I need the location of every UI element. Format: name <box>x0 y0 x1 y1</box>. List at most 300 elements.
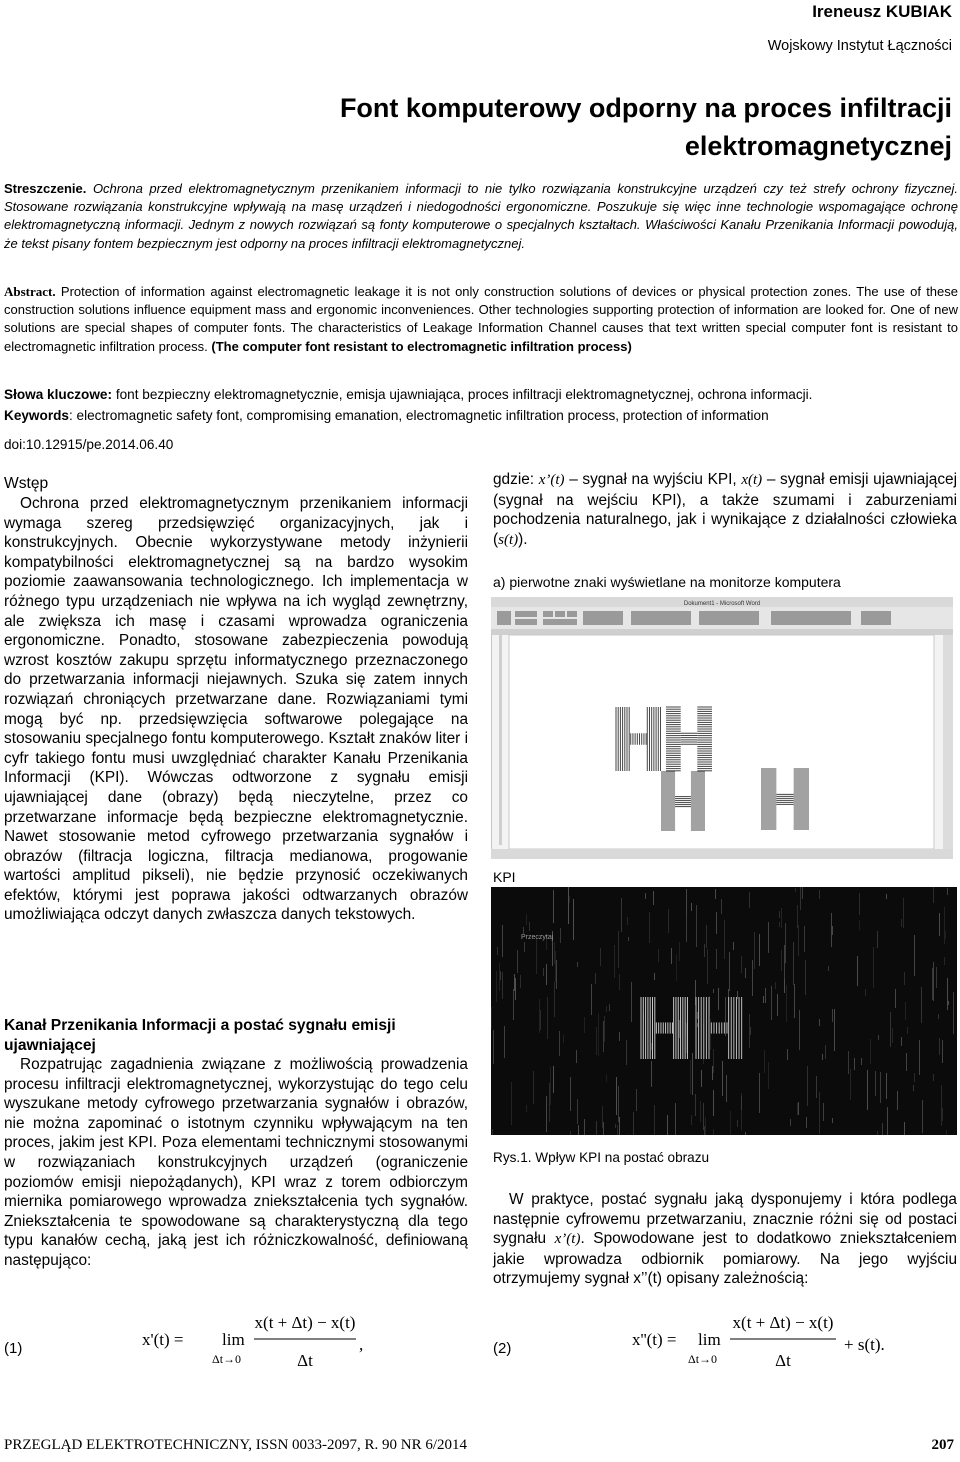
wstep-paragraph: Ochrona przed elektromagnetycznym przenikaniem informacji wymaga szereg przedsięwzięć organizacyjnych, jak i konstrukcyjnych. Obecnie wykorzystywane metody inżynierii kompatybilności elektromagnetycznej są na bardzo wysokim poziomie zaawansowania technologicznego. Ich implementacja w różnego typu urządzeniach nie wpływa na ich wygląd zewnętrzny, ale zwiększa ich masę i czasami wprowadza ograniczenia ergonomiczne. Ponadto, stosowane zabezpieczenia powodują wzrost kosztów zakupu sprzętu informatycznego przeznaczonego do przetwarzania informacji niejawnych. Szuka się zatem innych rozwiązań chroniących przetwarzane dane. Rozwiązaniami tymi mogą być np. przedsięwzięcia softwarowe polegające na stosowaniu specjalnego fontu komputerowego. Kształt znaków liter i cyfr takiego fontu musi uwzględniać charakter Kanału Przenikania Informacji (KPI). Wówczas odtworzone z sygnału emisji ujawniającej dane (obrazy) będą nieczytelne, przez co przetwarzane informacje będą bezpieczne elektromagnetycznie. Nawet stosowanie metod cyfrowego przetwarzania sygnałów i obrazów (filtracja logiczna, filtracja medianowa, progowanie wartości amplitud pikseli), nie będzie przynosić oczekiwanych efektów, którymi jest poprawa jakości odtwarzanych obrazów umożliwiająca odczyt danych zwłaszcza danych tekstowych. <box>4 495 468 924</box>
journal-footer: PRZEGLĄD ELEKTROTECHNICZNY, ISSN 0033-2097, R. 90 NR 6/2014 <box>4 1437 468 1453</box>
noise-streak <box>790 1119 791 1126</box>
noise-streak <box>903 898 904 928</box>
noise-streak <box>553 890 554 923</box>
noise-streak <box>823 1103 824 1121</box>
noise-streak <box>932 968 933 1000</box>
noise-streak <box>616 1077 617 1115</box>
eq1-lhs: x'(t) = <box>142 1330 184 1349</box>
noise-streak <box>686 915 687 942</box>
gdzie-var-3: s(t) <box>498 531 519 548</box>
noise-streak <box>745 968 746 978</box>
noise-streak <box>784 978 785 993</box>
noise-streak <box>686 889 687 916</box>
noise-streak <box>854 1058 855 1070</box>
noise-streak <box>619 1032 620 1041</box>
noise-streak <box>850 1069 851 1100</box>
eq2-lim-sub: Δt→0 <box>688 1352 718 1366</box>
noise-streak <box>697 1023 698 1027</box>
noise-streak <box>621 898 622 932</box>
noise-streak <box>695 1094 696 1116</box>
streszczenie-text: Ochrona przed elektromagnetycznym przenikaniem informacji to nie tylko rozwiązania konstrukcyjne urządzeń czy też strefy ochrony fizycznej. Stosowane rozwiązania konstrukcyjne wpływają na masę urządzeń i niedogodności ergonomiczne. Poszukuje się więc inne technologie wspomagające ochronę elektromagnetyczną informacji. Jednym z nowych rozwiązań są fonty komputerowe o specjalnych kształtach. Właściwości Kanału Przenikania Informacji powodują, że tekst pisany fontem bezpiecznym jest odporny na proces infiltracji elektromagnetycznej. <box>4 181 958 251</box>
abstract-label: Abstract. <box>4 284 56 299</box>
noise-streak <box>602 1106 603 1128</box>
noise-streak <box>819 890 820 899</box>
paper-title-line-1: Font komputerowy odporny na proces infiltracji <box>339 93 952 123</box>
noise-streak <box>540 1010 541 1030</box>
noise-streak <box>668 909 669 933</box>
noise-streak <box>848 1051 849 1074</box>
noise-streak <box>596 1027 597 1055</box>
noise-streak <box>658 949 659 962</box>
section-wstep <box>4 494 468 925</box>
noise-streak <box>745 1132 746 1135</box>
noise-streak <box>901 1037 902 1046</box>
gdzie-var-2: x(t) <box>741 472 763 488</box>
noise-streak <box>775 982 776 989</box>
section-wpraktyce <box>493 1190 957 1289</box>
noise-streak <box>822 1054 823 1060</box>
noise-streak <box>749 1014 750 1048</box>
noise-streak <box>529 922 530 931</box>
noise-streak <box>502 972 503 999</box>
noise-streak <box>543 968 544 976</box>
eq2-tail: + s(t). <box>844 1335 885 1354</box>
noise-streak <box>563 1035 564 1043</box>
noise-streak <box>600 948 601 966</box>
noise-streak <box>555 951 556 982</box>
noise-streak <box>806 1117 807 1128</box>
noise-streak <box>696 905 697 947</box>
noise-streak <box>948 1001 949 1005</box>
abstract-bold-title: (The computer font resistant to electromagnetic infiltration process) <box>211 338 632 354</box>
noise-streak <box>686 1023 687 1053</box>
noise-streak <box>492 1129 493 1135</box>
noise-streak <box>559 1031 560 1056</box>
noise-streak <box>787 1049 788 1060</box>
noise-streak <box>914 1073 915 1082</box>
noise-streak <box>729 952 730 991</box>
noise-streak <box>502 925 503 957</box>
noise-streak <box>768 1062 769 1089</box>
figure-word-screenshot <box>491 597 953 859</box>
abstract-paragraph <box>4 283 958 356</box>
keywords-en-text: : electromagnetic safety font, compromising emanation, electromagnetic infiltration process, protection of information <box>68 407 769 423</box>
noise-streak <box>741 1096 742 1110</box>
noise-streak <box>707 949 708 984</box>
equation-1 <box>140 1300 370 1380</box>
noise-streak <box>857 956 858 986</box>
noise-streak <box>628 937 629 941</box>
noise-streak <box>705 1117 706 1135</box>
noise-streak <box>890 1012 891 1047</box>
noise-streak <box>549 1083 550 1122</box>
noise-streak <box>892 1028 893 1043</box>
noise-streak <box>939 1038 940 1055</box>
noise-streak <box>941 1085 942 1126</box>
eq1-tail: , <box>359 1335 364 1354</box>
noise-streak <box>691 1115 692 1125</box>
noise-streak <box>690 1060 691 1094</box>
wpraktyce-t2: . Spowodowane jest to dodatkowo zniekształceniem jakie wprowadza odbiornik pomiarowy. Na jego wyjściu otrzymujemy sygnał x’’(t) opisany zależnością: <box>493 1230 957 1288</box>
noise-streak <box>799 1010 800 1050</box>
page-number: 207 <box>931 1437 954 1453</box>
screenshot-title: Dokument1 - Microsoft Word <box>683 601 761 607</box>
noise-streak <box>716 912 717 934</box>
noise-streak <box>724 920 725 959</box>
noise-streak <box>721 899 722 914</box>
noise-streak <box>904 972 905 985</box>
noise-streak <box>939 913 940 936</box>
noise-streak <box>654 973 655 980</box>
noise-streak <box>691 903 692 911</box>
noise-streak <box>619 1117 620 1135</box>
noise-streak <box>570 1131 571 1135</box>
noise-streak <box>897 1091 898 1110</box>
noise-streak <box>577 1099 578 1124</box>
noise-streak <box>706 925 707 948</box>
noise-streak <box>895 989 896 1008</box>
noise-streak <box>797 1103 798 1115</box>
noise-streak <box>615 1124 616 1128</box>
noise-streak <box>875 1071 876 1096</box>
screenshot-statusbar <box>491 849 953 859</box>
noise-streak <box>514 974 515 991</box>
author-affiliation: Wojskowy Instytut Łączności <box>767 38 952 54</box>
noise-streak <box>570 1077 571 1111</box>
noise-streak <box>832 926 833 935</box>
noise-streak <box>617 1125 618 1135</box>
noise-streak <box>804 926 805 952</box>
noise-streak <box>568 887 569 924</box>
noise-streak <box>713 1049 714 1073</box>
wpraktyce-t1: W praktyce, postać sygnału jaką dysponujemy i która podlega następnie cyfrowemu przetwarzaniu, znacznie różni się od postaci sygnału <box>493 1191 957 1248</box>
author-name: Ireneusz KUBIAK <box>812 2 952 21</box>
noise-streak <box>800 887 801 910</box>
noise-streak <box>733 942 734 950</box>
noise-streak <box>784 945 785 979</box>
noise-streak <box>539 999 540 1033</box>
noise-streak <box>704 944 705 957</box>
figure-kpi-reconstruction <box>491 887 957 1135</box>
noise-streak <box>504 1026 505 1058</box>
noise-streak <box>887 1107 888 1135</box>
noise-streak <box>550 1067 551 1105</box>
kanal-paragraph: Rozpatrując zagadnienia związane z możliwością prowadzenia procesu infiltracji elektromagnetycznej, wykorzystując do tego celu wyszukane metody cyfrowego przetwarzania sygnałów i obrazów, nie można zapominać o istotnym czynniku wpływającym na ten proces, jakim jest KPI. Poza elementami technicznymi stosowanymi w rozwiązaniach konstrukcyjnych urządzeń (ograniczenie poziomów emisji niepożądanych), KPI wraz z torem odbiorczym miernika pomiarowego wprowadza zniekształcenia tych sygnałów. Zniekształcenia te spowodowane są charakterystyczną dla tego typu kanałów cechą, jaką jest ich różniczkowalność, definiowaną następująco: <box>4 1056 468 1269</box>
keywords-en <box>4 406 958 427</box>
noise-streak <box>819 1019 820 1026</box>
noise-streak <box>798 1102 799 1115</box>
noise-streak <box>713 1090 714 1116</box>
noise-streak <box>807 1066 808 1106</box>
noise-streak <box>867 1070 868 1110</box>
noise-streak <box>786 985 787 1022</box>
noise-streak <box>944 957 945 965</box>
noise-streak <box>771 986 772 1020</box>
noise-streak <box>781 950 782 971</box>
noise-streak <box>944 907 945 944</box>
noise-streak <box>526 1105 527 1112</box>
noise-streak <box>816 1076 817 1098</box>
noise-streak <box>802 887 803 899</box>
noise-streak <box>794 984 795 1018</box>
equation-2 <box>630 1300 920 1380</box>
noise-streak <box>713 989 714 993</box>
noise-streak <box>834 1009 835 1051</box>
noise-streak <box>595 973 596 984</box>
eq1-numerator: x(t + Δt) − x(t) <box>254 1313 356 1332</box>
noise-streak <box>496 971 497 1002</box>
keywords-pl-text: font bezpieczny elektromagnetycznie, emisja ujawniająca, proces infiltracji elektromagnetycznej, ochrona informacji. <box>115 387 813 402</box>
noise-streak <box>919 1040 920 1075</box>
noise-streak <box>653 891 654 905</box>
noise-streak <box>768 922 769 953</box>
figure-label-kpi: KPI <box>493 869 516 885</box>
noise-streak <box>886 894 887 899</box>
noise-streak <box>922 1100 923 1133</box>
noise-streak <box>880 1072 881 1103</box>
eq1-denominator: Δt <box>297 1351 313 1370</box>
noise-streak <box>759 1073 760 1113</box>
noise-streak <box>604 1016 605 1042</box>
kpi-noisy-text: Przeczytaj <box>521 934 554 941</box>
noise-streak <box>933 1074 934 1081</box>
noise-streak <box>741 956 742 973</box>
noise-streak <box>493 1030 494 1064</box>
noise-streak <box>546 964 547 985</box>
noise-streak <box>703 1103 704 1130</box>
screenshot-left-ruler <box>499 635 502 845</box>
noise-streak <box>805 960 806 995</box>
noise-streak <box>700 1101 701 1122</box>
noise-streak <box>645 893 646 899</box>
noise-streak <box>679 942 680 961</box>
noise-streak <box>865 989 866 996</box>
noise-streak <box>737 991 738 999</box>
figure-caption-a: a) pierwotne znaki wyświetlane na monitorze komputera <box>493 574 841 590</box>
noise-streak <box>779 922 780 927</box>
noise-streak <box>675 1103 676 1135</box>
noise-streak <box>777 994 778 1016</box>
noise-streak <box>904 1122 905 1135</box>
noise-streak <box>701 1070 702 1087</box>
noise-streak <box>609 1004 610 1011</box>
noise-streak <box>750 1027 751 1035</box>
noise-streak <box>704 1126 705 1135</box>
noise-streak <box>781 908 782 928</box>
gdzie-t3: – sygnał emisji ujawniającej (sygnał na wejściu KPI), a także szumami i zaburzeniami pochodzenia naturalnego, jak i wynikające z działalności człowieka ( <box>493 471 957 548</box>
paper-title <box>92 89 952 165</box>
noise-streak <box>752 960 753 996</box>
noise-streak <box>546 1096 547 1132</box>
figure-caption: Rys.1. Wpływ KPI na postać obrazu <box>493 1150 710 1165</box>
noise-streak <box>763 996 764 1003</box>
noise-streak <box>759 934 760 966</box>
noise-streak <box>878 1035 879 1040</box>
noise-streak <box>497 947 498 955</box>
noise-streak <box>901 919 902 927</box>
noise-streak <box>679 1020 680 1038</box>
noise-streak <box>573 899 574 940</box>
noise-streak <box>798 925 799 956</box>
noise-streak <box>825 1045 826 1059</box>
noise-streak <box>553 1066 554 1093</box>
noise-streak <box>832 1118 833 1123</box>
noise-streak <box>649 912 650 943</box>
noise-streak <box>577 962 578 967</box>
streszczenie-paragraph <box>4 180 958 253</box>
noise-streak <box>947 888 948 895</box>
noise-streak <box>556 960 557 989</box>
noise-streak <box>725 997 726 1036</box>
noise-streak <box>547 997 548 1039</box>
noise-streak <box>730 1111 731 1135</box>
noise-streak <box>631 982 632 1022</box>
eq2-denominator: Δt <box>775 1351 791 1370</box>
noise-streak <box>877 931 878 948</box>
noise-streak <box>712 1066 713 1080</box>
noise-streak <box>614 945 615 978</box>
equation-2-number: (2) <box>493 1340 512 1357</box>
noise-streak <box>654 1105 655 1135</box>
noise-streak <box>953 992 954 1034</box>
noise-streak <box>873 947 874 988</box>
eq1-lim-sub: Δt→0 <box>212 1352 242 1366</box>
noise-streak <box>606 1006 607 1012</box>
noise-streak <box>764 1050 765 1073</box>
noise-streak <box>697 1012 698 1019</box>
noise-streak <box>715 889 716 899</box>
noise-streak <box>859 893 860 915</box>
noise-streak <box>560 928 561 943</box>
noise-streak <box>651 1061 652 1087</box>
noise-streak <box>947 978 948 1010</box>
noise-streak <box>722 1061 723 1096</box>
noise-streak <box>523 927 524 934</box>
noise-streak <box>906 1053 907 1071</box>
noise-streak <box>936 967 937 988</box>
noise-streak <box>598 1013 599 1056</box>
noise-streak <box>859 920 860 930</box>
keywords-pl <box>4 385 958 406</box>
noise-streak <box>603 1122 604 1135</box>
noise-streak <box>513 989 514 1020</box>
noise-streak <box>618 1086 619 1122</box>
streszczenie-label: Streszczenie. <box>4 181 87 196</box>
noise-streak <box>500 971 501 980</box>
noise-streak <box>861 1058 862 1065</box>
noise-streak <box>591 984 592 1015</box>
screenshot-document-page <box>509 635 934 849</box>
noise-streak <box>737 1120 738 1127</box>
noise-streak <box>536 939 537 974</box>
noise-streak <box>692 1053 693 1095</box>
noise-streak <box>554 942 555 964</box>
noise-streak <box>819 1092 820 1134</box>
noise-streak <box>933 887 934 903</box>
gdzie-t4: ). <box>518 530 528 548</box>
noise-streak <box>603 1021 604 1052</box>
noise-streak <box>626 1040 627 1065</box>
noise-streak <box>628 1134 629 1135</box>
noise-streak <box>913 1085 914 1091</box>
eq2-numerator: x(t + Δt) − x(t) <box>732 1313 834 1332</box>
noise-streak <box>718 988 719 1010</box>
noise-streak <box>515 978 516 1000</box>
noise-streak <box>921 987 922 1023</box>
gdzie-t2: – sygnał na wyjściu KPI, <box>569 471 737 488</box>
noise-streak <box>779 911 780 918</box>
equation-1-number: (1) <box>4 1340 23 1357</box>
noise-streak <box>785 923 786 963</box>
noise-streak <box>942 1108 943 1121</box>
doi: doi:10.12915/pe.2014.06.40 <box>4 437 174 452</box>
noise-streak <box>831 913 832 947</box>
gdzie-text <box>493 470 957 550</box>
keywords-pl-label: Słowa kluczowe: <box>4 387 113 402</box>
noise-streak <box>676 954 677 981</box>
noise-streak <box>933 962 934 1001</box>
noise-streak <box>886 1073 887 1099</box>
noise-streak <box>499 963 500 991</box>
keywords-block <box>4 385 958 426</box>
noise-streak <box>651 1043 652 1050</box>
noise-streak <box>533 1071 534 1104</box>
keywords-en-label: Keywords <box>4 407 69 423</box>
eq1-lim: lim <box>222 1330 245 1349</box>
noise-streak <box>713 1129 714 1135</box>
noise-streak <box>905 1002 906 1020</box>
wpraktyce-paragraph <box>493 1190 957 1289</box>
abstract-text: Protection of information against electromagnetic leakage it is not only construction solutions of devices or physical protection zones. The use of these construction solutions influence equipment mass and ergonomic inconveniences. Other technologies supporting protection of information are looked for. One of new solutions are special shapes of computer fonts. The characteristics of Leakage Information Channel causes that text written special computer font is resistant to electromagnetic infiltration process. <box>4 284 958 354</box>
noise-streak <box>726 1075 727 1102</box>
noise-streak <box>627 917 628 925</box>
noise-streak <box>511 1082 512 1125</box>
noise-streak <box>749 892 750 908</box>
noise-streak <box>569 896 570 903</box>
noise-streak <box>795 888 796 892</box>
noise-streak <box>797 905 798 928</box>
noise-streak <box>945 931 946 939</box>
noise-streak <box>716 949 717 969</box>
noise-streak <box>938 1014 939 1019</box>
gdzie-var-1: x’(t) <box>538 472 565 488</box>
wpraktyce-var: x’(t) <box>554 1231 581 1248</box>
noise-streak <box>914 935 915 976</box>
noise-streak <box>526 914 527 925</box>
screenshot-scrollbar <box>943 635 953 849</box>
gdzie-t1: gdzie: <box>493 471 535 488</box>
noise-streak <box>765 988 766 1003</box>
noise-streak <box>946 1130 947 1135</box>
noise-streak <box>667 1115 668 1135</box>
noise-streak <box>633 1112 634 1135</box>
noise-streak <box>584 1119 585 1135</box>
paper-title-line-2: elektromagnetycznej <box>684 131 952 161</box>
noise-streak <box>877 1131 878 1135</box>
noise-streak <box>793 942 794 985</box>
noise-streak <box>618 931 619 968</box>
gdzie-paragraph <box>493 470 957 550</box>
noise-streak <box>942 1040 943 1063</box>
noise-streak <box>578 1125 579 1135</box>
eq2-lim: lim <box>698 1330 721 1349</box>
noise-streak <box>754 932 755 969</box>
section-heading-kanal: Kanał Przenikania Informacji a postać sygnału emisji ujawniającej <box>4 1017 396 1054</box>
noise-streak <box>517 950 518 973</box>
noise-streak <box>828 966 829 971</box>
noise-streak <box>596 1121 597 1135</box>
noise-streak <box>832 1009 833 1022</box>
